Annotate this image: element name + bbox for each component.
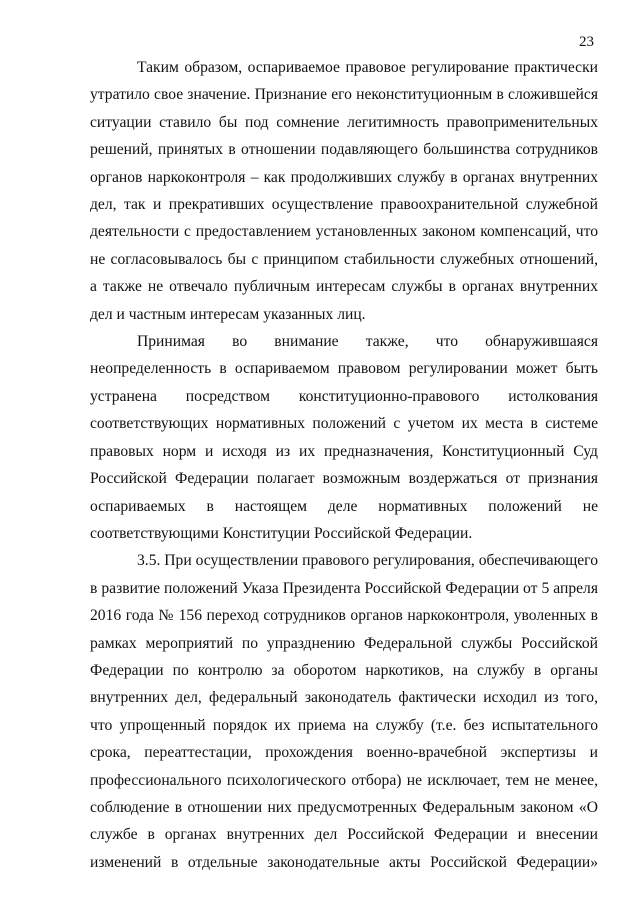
paragraph-1: Таким образом, оспариваемое правовое регулирование практически утратило свое значение. Признание его неконституционным в сложившейся ситуации ставило бы под сомнение легитимность правоприменительных решений, принятых в отношении подавляющего большинства сотрудников органов наркоконтроля – как продолживших службу в органах внутренних дел, так и прекративших осуществление правоохранительной служебной деятельности с предоставлением установленных законом компенсаций, что не согласовывалось бы с принципом стабильности служебных отношений, а также не отвечало публичным интересам службы в органах внутренних дел и частным интересам указанных лиц. (90, 59, 598, 323)
paragraph-2: Принимая во внимание также, что обнаружившаяся неопределенность в оспариваемом правовом регулировании может быть устранена посредством конституционно-правового истолкования соответствующих нормативных положений с учетом их места в системе правовых норм и исходя из их предназначения, Конституционный Суд Российской Федерации полагает возможным воздержаться от признания оспариваемых в настоящем деле нормативных положений не соответствующими Конституции Российской Федерации. (90, 333, 598, 542)
paragraph-3: 3.5. При осуществлении правового регулирования, обеспечивающего в развитие положений Указа Президента Российской Федерации от 5 апреля 2016 года № 156 переход сотрудников органов наркоконтроля, уволенных в рамках мероприятий по упразднению Федеральной службы Российской Федерации по контролю за оборотом наркотиков, на службу в органы внутренних дел, федеральный законодатель фактически исходил из того, что упрощенный порядок их приема на службу (т.е. без испытательного срока, переаттестации, прохождения военно-врачебной экспертизы и профессионального психологического отбора) не исключает, тем не менее, соблюдение в отношении них предусмотренных Федеральным законом «О службе в органах внутренних дел Российской Федерации и внесении изменений в отдельные законодательные акты Российской Федерации» (90, 552, 598, 871)
page-number: 23 (579, 34, 594, 50)
document-body (90, 54, 598, 876)
